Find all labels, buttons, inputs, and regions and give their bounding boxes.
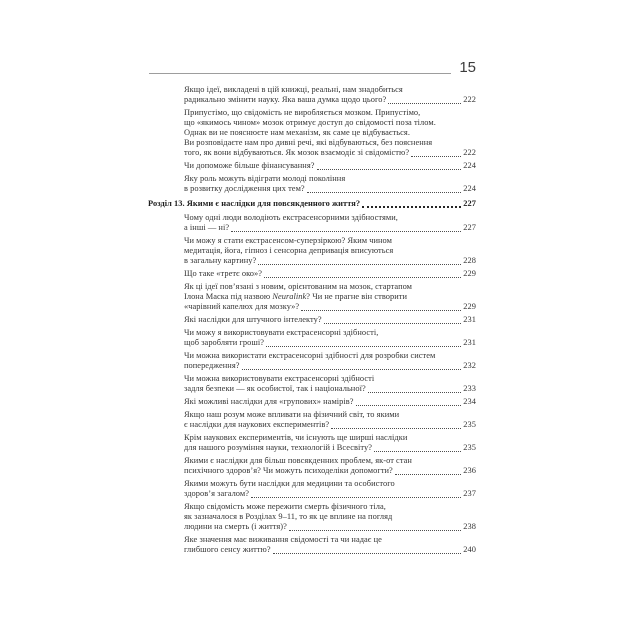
dot-leader <box>317 169 462 170</box>
toc-entry-line <box>184 108 476 118</box>
toc-entry-text: психічного здоров’я? Чи можуть психоделіки допомогти? <box>184 466 393 475</box>
toc-entry-line <box>184 118 476 128</box>
toc-entry <box>184 479 476 499</box>
toc-entry <box>184 174 476 194</box>
toc-entry-text: Чи допоможе більше фінансування? <box>184 161 315 170</box>
toc-page-number: 222 <box>463 148 476 157</box>
toc-entry-text: Чи можна використати екстрасенсорні здібності для розробки систем <box>184 351 436 360</box>
toc-entry-line <box>184 174 476 184</box>
toc-entry-line <box>184 269 476 279</box>
toc-entry-text: Ви розповідаєте нам про дивні речі, які відбуваються, без пояснення <box>184 138 433 147</box>
toc-entry-line <box>184 256 476 266</box>
toc-entry-text: Як ці ідеї пов’язані з новим, орієнтованим на мозок, стартапом <box>184 282 413 291</box>
dot-leader <box>362 206 461 208</box>
toc-entry-line <box>184 512 476 522</box>
toc-entry-line <box>184 292 476 302</box>
toc-entry <box>184 397 476 407</box>
toc-entry-line <box>184 302 476 312</box>
toc-entry-line <box>184 456 476 466</box>
dot-leader <box>388 103 461 104</box>
toc-entry-text: Чи можна використовувати екстрасенсорні здібності <box>184 374 375 383</box>
toc-entry-text: задля безпеки — як особистої, так і національної? <box>184 384 366 393</box>
toc-entry-line <box>184 502 476 512</box>
dot-leader <box>273 553 462 554</box>
toc-entry <box>184 213 476 233</box>
toc-entry-line <box>184 410 476 420</box>
toc-entry-text: людини на смерть (і життя)? <box>184 522 287 531</box>
toc-entry <box>184 456 476 476</box>
toc-entry-line <box>184 236 476 246</box>
toc-entry-text: Яке значення має виживання свідомості та чи надає це <box>184 535 382 544</box>
toc-entry-text: «чарівний капелюх для мозку»? <box>184 302 300 311</box>
toc-entry-text: Які можливі наслідки для «групових» намірів? <box>184 397 354 406</box>
dot-leader <box>307 192 462 193</box>
toc-page-number: 232 <box>463 361 476 370</box>
toc-entry-line <box>184 95 476 105</box>
toc-entry-text: Крім наукових експериментів, чи існують ще ширші наслідки <box>184 433 408 442</box>
toc-entry-text: Чи можу я стати екстрасенсом-суперзіркою? Яким чином <box>184 236 392 245</box>
toc-entry-text: попередження? <box>184 361 240 370</box>
toc-entry-line <box>184 315 476 325</box>
toc-page-number: 227 <box>463 223 476 232</box>
toc-page-number: 240 <box>463 545 476 554</box>
toc-entry-line <box>184 128 476 138</box>
toc-page-number: 234 <box>463 397 476 406</box>
toc-entry-line <box>184 161 476 171</box>
folio-page-number: 15 <box>459 59 476 76</box>
dot-leader <box>242 369 462 370</box>
dot-leader <box>356 405 462 406</box>
toc-page-number: 237 <box>463 489 476 498</box>
toc-list <box>148 85 476 558</box>
toc-entry <box>184 315 476 325</box>
toc-entry-text: що «якимось чином» мозок отримує доступ до свідомості поза тілом. <box>184 118 436 127</box>
dot-leader <box>331 428 461 429</box>
toc-entry-text: здоров’я загалом? <box>184 489 249 498</box>
toc-entry-line <box>184 246 476 256</box>
toc-page-number: 228 <box>463 256 476 265</box>
toc-entry-line <box>184 522 476 532</box>
toc-entry-line <box>184 420 476 430</box>
toc-page-number: 231 <box>463 315 476 324</box>
toc-page-number: 227 <box>463 199 476 208</box>
toc-entry <box>184 282 476 312</box>
dot-leader <box>368 392 462 393</box>
toc-entry-line <box>184 374 476 384</box>
toc-entry-line <box>184 85 476 95</box>
toc-entry-text: Ілона Маска під назвою Neuralink? Чи не прагне він створити <box>184 292 408 301</box>
toc-entry-line <box>184 213 476 223</box>
toc-entry-line <box>184 466 476 476</box>
toc-entry <box>184 161 476 171</box>
dot-leader <box>264 277 461 278</box>
toc-entry <box>184 374 476 394</box>
dot-leader <box>289 530 461 531</box>
toc-entry-line <box>184 328 476 338</box>
toc-entry <box>184 535 476 555</box>
toc-chapter-entry <box>148 199 476 209</box>
toc-entry-line <box>148 199 476 209</box>
toc-entry-text: а інші — ні? <box>184 223 230 232</box>
toc-entry-text: Якими є наслідки для більш повсякденних проблем, як-от стан <box>184 456 412 465</box>
toc-entry-line <box>184 351 476 361</box>
toc-entry-text: є наслідки для наукових експериментів? <box>184 420 330 429</box>
toc-entry-text: Розділ 13. Якими є наслідки для повсякденного життя? <box>148 199 361 208</box>
toc-page-number: 229 <box>463 269 476 278</box>
dot-leader <box>258 264 461 265</box>
toc-entry-text: Припустімо, що свідомість не виробляється мозком. Припустімо, <box>184 108 421 117</box>
dot-leader <box>411 156 461 157</box>
toc-entry-line <box>184 138 476 148</box>
toc-entry <box>184 410 476 430</box>
toc-page-number: 236 <box>463 466 476 475</box>
toc-entry-text: Якщо наш розум може впливати на фізичний світ, то якими <box>184 410 400 419</box>
toc-page-number: 222 <box>463 95 476 104</box>
toc-page-number: 235 <box>463 443 476 452</box>
running-head <box>149 60 476 75</box>
toc-page-number: 229 <box>463 302 476 311</box>
toc-entry <box>184 85 476 105</box>
toc-page-number: 224 <box>463 161 476 170</box>
toc-entry <box>184 433 476 453</box>
toc-entry <box>184 351 476 371</box>
toc-entry-line <box>184 384 476 394</box>
toc-entry-text: в розвитку дослідження цих тем? <box>184 184 305 193</box>
dot-leader <box>374 451 461 452</box>
toc-entry-text: Якими можуть бути наслідки для медицини та особистого <box>184 479 395 488</box>
dot-leader <box>301 310 461 311</box>
toc-entry <box>184 269 476 279</box>
toc-entry-line <box>184 361 476 371</box>
toc-entry-text: Яку роль можуть відіграти молоді покоління <box>184 174 346 183</box>
toc-entry-text: для нашого розуміння науки, технологій і Всесвіту? <box>184 443 372 452</box>
toc-entry-line <box>184 338 476 348</box>
toc-entry-text: Які наслідки для штучного інтелекту? <box>184 315 322 324</box>
toc-page-number: 233 <box>463 384 476 393</box>
toc-entry-text: щоб заробляти гроші? <box>184 338 265 347</box>
dot-leader <box>251 497 461 498</box>
toc-page-number: 224 <box>463 184 476 193</box>
toc-entry-text: Однак ви не пояснюєте нам механізм, як саме це відбувається. <box>184 128 410 137</box>
toc-entry-line <box>184 397 476 407</box>
toc-entry-line <box>184 148 476 158</box>
toc-entry-text: Якщо ідеї, викладені в цій книжці, реальні, нам знадобиться <box>184 85 403 94</box>
toc-entry <box>184 236 476 266</box>
toc-entry-line <box>184 545 476 555</box>
toc-entry-text: Чи можу я використовувати екстрасенсорні здібності, <box>184 328 379 337</box>
toc-entry-line <box>184 223 476 233</box>
toc-page-number: 231 <box>463 338 476 347</box>
toc-entry-line <box>184 489 476 499</box>
toc-entry-text: того, як вони відбуваються. Як мозок взаємодіє зі свідомістю? <box>184 148 410 157</box>
toc-entry-text: Що таке «третє око»? <box>184 269 263 278</box>
toc-page-number: 238 <box>463 522 476 531</box>
toc-entry-text: медитація, йога, гіпноз і сенсорна депривація вписуються <box>184 246 394 255</box>
toc-entry-text: Чому одні люди володіють екстрасенсорними здібностями, <box>184 213 398 222</box>
toc-entry <box>184 502 476 532</box>
toc-entry-text: радикально змінити науку. Яка ваша думка щодо цього? <box>184 95 387 104</box>
toc-entry-line <box>184 184 476 194</box>
toc-entry <box>184 108 476 158</box>
toc-page-number: 235 <box>463 420 476 429</box>
dot-leader <box>231 231 461 232</box>
toc-entry-line <box>184 443 476 453</box>
toc-entry-text: глибшого сенсу життю? <box>184 545 271 554</box>
toc-entry-line <box>184 282 476 292</box>
toc-entry-text: як зазначалося в Розділах 9–11, то як це вплине на погляд <box>184 512 393 521</box>
toc-entry-line <box>184 535 476 545</box>
toc-entry-line <box>184 433 476 443</box>
header-rule <box>149 73 451 74</box>
toc-entry-line <box>184 479 476 489</box>
toc-entry-text: Якщо свідомість може пережити смерть фізичного тіла, <box>184 502 386 511</box>
dot-leader <box>395 474 461 475</box>
dot-leader <box>324 323 462 324</box>
toc-entry-text: в загальну картину? <box>184 256 257 265</box>
dot-leader <box>266 346 461 347</box>
toc-entry <box>184 328 476 348</box>
